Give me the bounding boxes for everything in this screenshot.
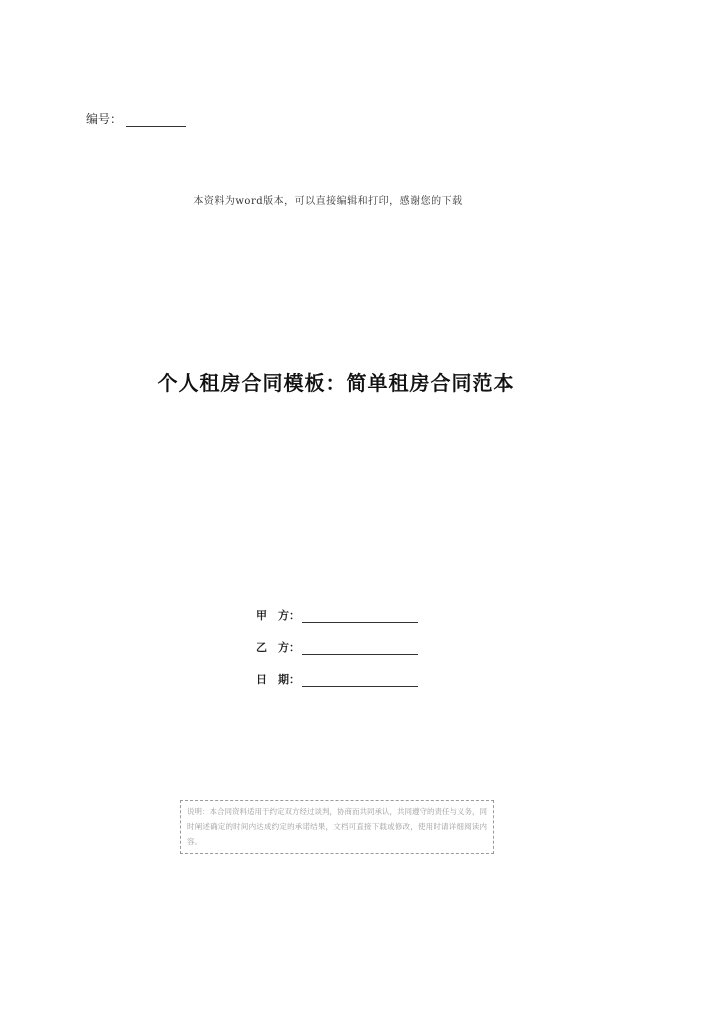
date-field[interactable] [302, 674, 418, 687]
party-a-field[interactable] [302, 610, 418, 623]
party-row-b [256, 639, 418, 655]
date-label: 日 期： [256, 673, 300, 686]
document-title: 个人租房合同模板：简单租房合同范本 [157, 371, 515, 395]
party-b-label: 乙 方： [256, 641, 300, 654]
disclaimer-box: 说明：本合同资料适用于约定双方经过谈判，协商而共同承认，共同遵守的责任与义务，同时阐述确定的时间内达成约定的承诺结果，文档可直接下载或修改，使用时请详细阅读内容。 [180, 800, 494, 854]
party-row-date [256, 671, 418, 687]
party-b-field[interactable] [302, 642, 418, 655]
parties-block [256, 607, 418, 703]
download-note: 本资料为word版本，可以直接编辑和打印，感谢您的下载 [193, 196, 463, 207]
party-row-a [256, 607, 418, 623]
document-number-field[interactable] [126, 114, 186, 127]
document-number [86, 110, 186, 127]
party-a-label: 甲 方： [256, 609, 300, 622]
document-number-label: 编号： [86, 112, 123, 126]
